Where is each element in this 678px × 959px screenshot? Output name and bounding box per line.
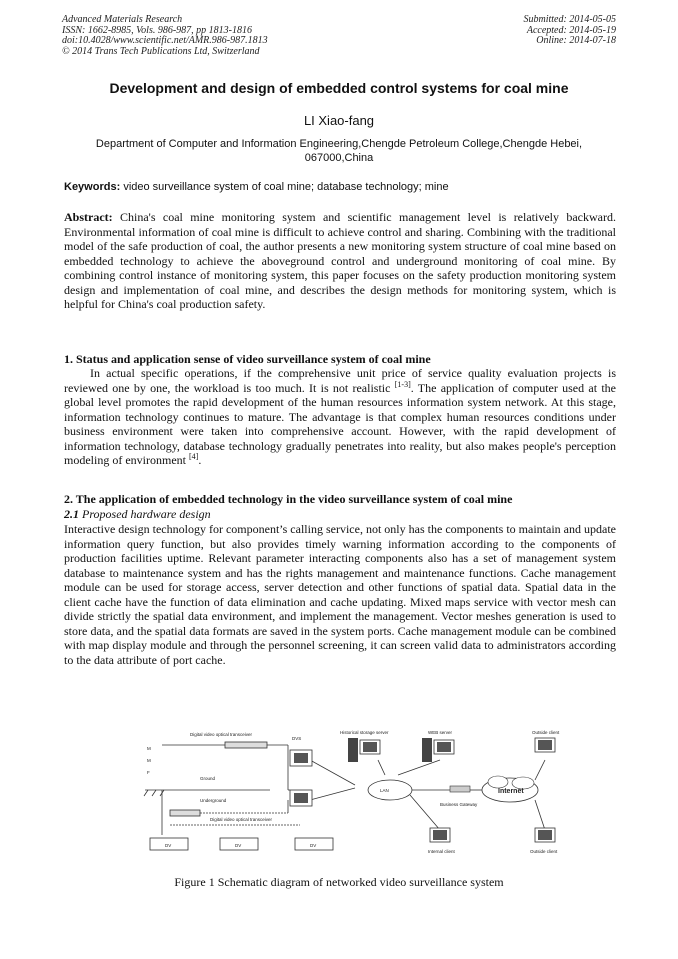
label-dv-1: DV: [165, 843, 172, 848]
transceiver-top-box: [225, 742, 267, 748]
abstract-text: China's coal mine monitoring system and scientific management level is relatively backward. Environmental information of coal mine is difficult to achieve control and sharing. Combining with the traditional model of the safe production of coal, the author presents a new monitoring system structure of coal mine based on embedded technology to achieve the aboveground control and underground monitoring of coal mine. By combining control instance of monitoring system, this paper focuses on the safety production monitoring system design and implementation of coal mine, and describes the design methods for monitoring system, which is helpful for China's coal production safety.: [64, 210, 616, 311]
figure-caption: Figure 1 Schematic diagram of networked video surveillance system: [174, 875, 504, 889]
label-internal-client: Internal client: [428, 849, 455, 854]
subsection-title: Proposed hardware design: [79, 507, 211, 521]
label-dvs: DVS: [292, 736, 302, 741]
label-lan: LAN: [380, 788, 389, 793]
accepted-date: Accepted: 2014-05-19: [526, 24, 616, 36]
label-f: F: [147, 770, 150, 775]
keywords-text: video surveillance system of coal mine; database technology; mine: [123, 181, 449, 193]
keywords-label: Keywords:: [64, 181, 121, 193]
label-dv-3: DV: [310, 843, 317, 848]
subsection-number: 2.1: [64, 507, 79, 521]
journal-header: [62, 15, 268, 57]
lan-hub: [368, 780, 412, 800]
transceiver-bottom-box: [170, 810, 200, 816]
label-internet: Internet: [498, 788, 524, 795]
abstract: [64, 210, 616, 312]
section1-text-c: .: [198, 453, 202, 467]
label-m1: M: [147, 746, 151, 751]
label-ground: Ground: [200, 776, 216, 781]
abstract-label: Abstract:: [64, 210, 113, 224]
online-date: Online: 2014-07-18: [536, 35, 616, 46]
label-transceiver-top: Digital video optical transceiver: [190, 732, 253, 737]
historical-storage-server: [348, 738, 380, 762]
label-business-gateway: Business Gateway: [440, 802, 478, 807]
section2-heading: 2. The application of embedded technology in the video surveillance system of coal mine: [64, 492, 513, 506]
label-m2: M: [147, 758, 151, 763]
outside-client-bottom: [535, 828, 555, 842]
business-gateway-device: [450, 786, 470, 792]
label-historical-server: Historical storage server: [340, 730, 389, 735]
subsection-2-1-heading: [64, 507, 616, 522]
submitted-date: Submitted: 2014-05-05: [523, 14, 616, 25]
subsection-2-1-paragraph: Interactive design technology for component’s calling service, not only has the components to maintain and update information query function, but also provides timely warning information according to the components of production facilities uptime. Relevant parameter interacting components also has a set of management system database to maintenance system and has the rights management and maintenance functions. Cache management module can be used for storage access, server detection and other functions of spatial data. Spatial data in the client cache have the function of data elimination and cache updating. Mixed maps service with vector mesh can divide strictly the spatial data environment, and implement the management. Vector meshes generation is used to store data, and the spatial data formats are saved in the system ports. Cache management module can be combined with map display module and through the personnel screening, it can screen valid data to administrators according to the data attribute of port cache.: [64, 522, 616, 667]
label-underground: Underground: [200, 798, 227, 803]
author-affiliation: Department of Computer and Information Engineering,Chengde Petroleum College,Chengde Hebei, 067000,China: [95, 138, 583, 164]
internal-client: [430, 828, 450, 842]
section1-text-a: In actual specific operations, if the comprehensive unit price of service quality evaluation projects is reviewed one by one, the workload is too much. It is not realistic: [64, 366, 616, 395]
web-server: [422, 738, 454, 762]
copyright-line: © 2014 Trans Tech Publications Ltd, Switzerland: [62, 45, 260, 57]
issn-line: ISSN: 1662-8985, Vols. 986-987, pp 1813-1816: [62, 24, 252, 36]
label-outside-client-bottom: Outside client: [530, 849, 558, 854]
paper-author: LI Xiao-fang: [303, 113, 375, 128]
journal-name: Advanced Materials Research: [62, 14, 183, 25]
dvs-unit-bottom: [290, 790, 312, 806]
citation-4[interactable]: [4]: [188, 452, 199, 461]
label-outside-client-top: Outside client: [532, 730, 560, 735]
outside-client-top: [535, 738, 555, 752]
citation-1-3[interactable]: [1-3]: [394, 379, 411, 389]
section1-text-b: . The application of computer used at the global level promotes the rapid development of the human resources information system network. At this stage, information technology continues to mature. The advantage is that complex human resources conditions under business environment were taken into comprehensive account. However, with the rapid development of information technology, database technology gradually penetrates into reality, but also makes people's perception modeling of environment: [64, 380, 616, 467]
label-web-server: WEB server: [428, 730, 453, 735]
dvs-unit-top: [290, 750, 312, 766]
label-transceiver-bottom: Digital video optical transceiver: [210, 817, 273, 822]
label-dv-2: DV: [235, 843, 242, 848]
doi-line[interactable]: doi:10.4028/www.scientific.net/AMR.986-987.1813: [62, 35, 268, 46]
dates-header: [524, 15, 617, 47]
keywords: [64, 181, 616, 193]
section1-heading: 1. Status and application sense of video surveillance system of coal mine: [64, 352, 431, 366]
section1-paragraph: [64, 366, 616, 468]
paper-title: Development and design of embedded control systems for coal mine: [109, 80, 569, 96]
network-diagram: [140, 720, 560, 870]
